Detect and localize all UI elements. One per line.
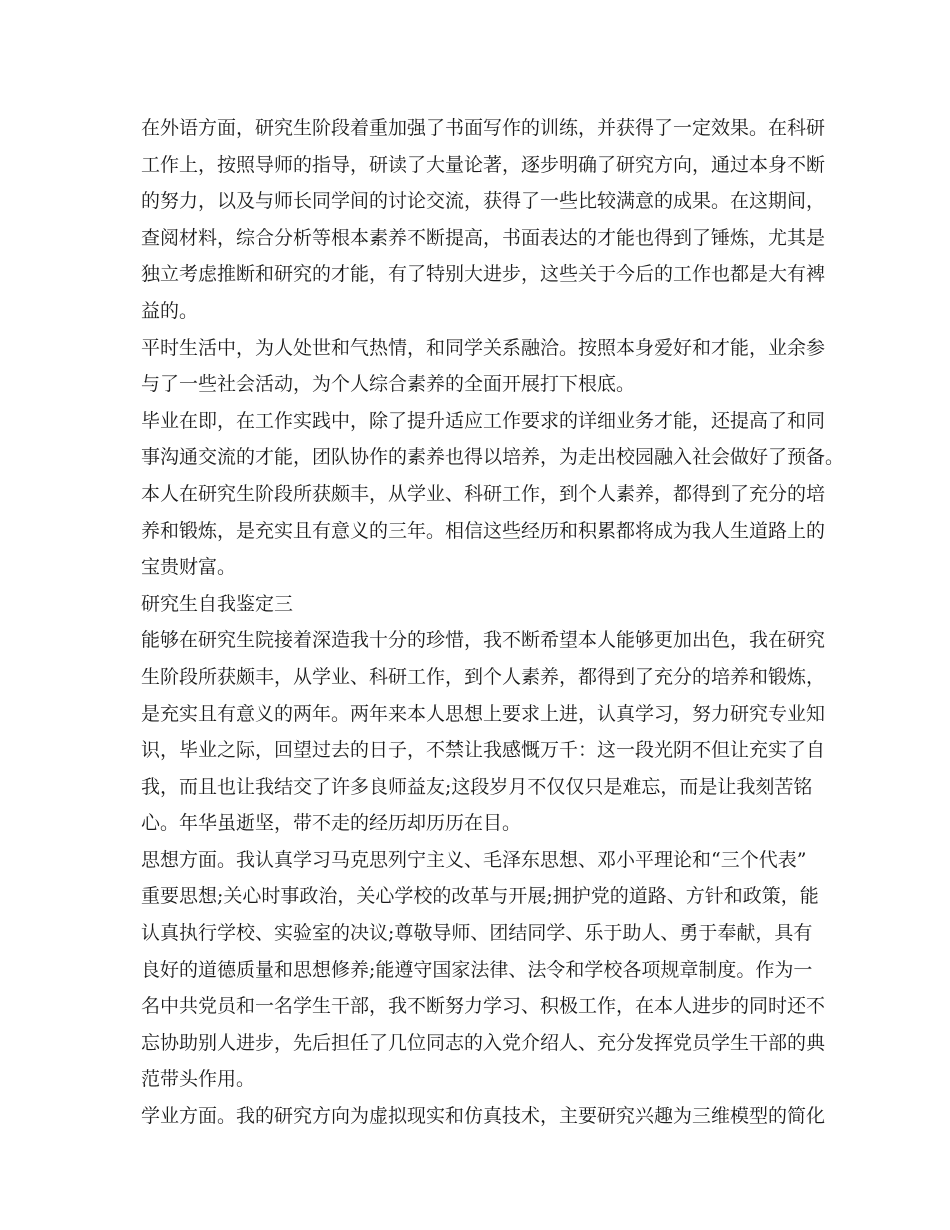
text-line: 认真执行学校、实验室的决议;尊敬导师、团结同学、乐于助人、勇于奉献，具有 bbox=[141, 922, 813, 945]
text-line: 平时生活中，为人处世和气热情，和同学关系融洽。按照本身爱好和才能，业余参 bbox=[141, 336, 826, 359]
text-line: 学业方面。我的研究方向为虚拟现实和仿真技术，主要研究兴趣为三维模型的简化 bbox=[141, 1105, 826, 1128]
text-line: 工作上，按照导师的指导，研读了大量论著，逐步明确了研究方向，通过本身不断 bbox=[141, 153, 826, 176]
text-line: 心。年华虽逝坚，带不走的经历却历历在目。 bbox=[141, 812, 522, 835]
text-line: 养和锻炼，是充实且有意义的三年。相信这些经历和积累都将成为我人生道路上的 bbox=[141, 519, 826, 542]
document-body bbox=[141, 110, 845, 1135]
section-heading: 研究生自我鉴定三 bbox=[141, 592, 294, 615]
text-line: 我，而且也让我结交了许多良师益友;这段岁月不仅仅只是难忘，而是让我刻苦铭 bbox=[141, 775, 813, 798]
text-line: 宝贵财富。 bbox=[141, 556, 237, 579]
text-line: 良好的道德质量和思想修养;能遵守国家法律、法令和学校各项规章制度。作为一 bbox=[141, 958, 813, 981]
text-line: 范带头作用。 bbox=[141, 1068, 256, 1091]
text-line: 识，毕业之际，回望过去的日子，不禁让我感慨万千：这一段光阴不但让充实了自 bbox=[141, 739, 826, 762]
text-line: 能够在研究生院接着深造我十分的珍惜，我不断希望本人能够更加出色，我在研究 bbox=[141, 629, 826, 652]
text-line: 是充实且有意义的两年。两年来本人思想上要求上进，认真学习，努力研究专业知 bbox=[141, 702, 826, 725]
text-line: 毕业在即，在工作实践中，除了提升适应工作要求的详细业务才能，还提高了和同 bbox=[141, 409, 826, 432]
text-line: 的努力，以及与师长同学间的讨论交流，获得了一些比较满意的成果。在这期间， bbox=[141, 190, 826, 213]
text-line: 与了一些社会活动，为个人综合素养的全面开展打下根底。 bbox=[141, 373, 636, 396]
text-line: 益的。 bbox=[141, 299, 199, 322]
text-line: 在外语方面，研究生阶段着重加强了书面写作的训练，并获得了一定效果。在科研 bbox=[141, 117, 826, 139]
text-line: 生阶段所获颇丰，从学业、科研工作，到个人素养，都得到了充分的培养和锻炼， bbox=[141, 665, 826, 688]
text-line: 查阅材料，综合分析等根本素养不断提高，书面表达的才能也得到了锤炼，尤其是 bbox=[141, 226, 826, 249]
text-line: 事沟通交流的才能，团队协作的素养也得以培养，为走出校园融入社会做好了预备。 bbox=[141, 446, 845, 469]
text-line: 独立考虑推断和研究的才能，有了特别大进步，这些关于今后的工作也都是大有裨 bbox=[141, 263, 826, 286]
text-line: 重要思想;关心时事政治，关心学校的改革与开展;拥护党的道路、方针和政策，能 bbox=[141, 885, 819, 908]
text-line: 名中共党员和一名学生干部，我不断努力学习、积极工作，在本人进步的同时还不 bbox=[141, 995, 826, 1018]
text-line: 本人在研究生阶段所获颇丰，从学业、科研工作，到个人素养，都得到了充分的培 bbox=[141, 482, 826, 505]
text-line: 忘协助别人进步，先后担任了几位同志的入党介绍人、充分发挥党员学生干部的典 bbox=[141, 1031, 826, 1054]
text-line: 思想方面。我认真学习马克思列宁主义、毛泽东思想、邓小平理论和“三个代表” bbox=[141, 848, 807, 871]
